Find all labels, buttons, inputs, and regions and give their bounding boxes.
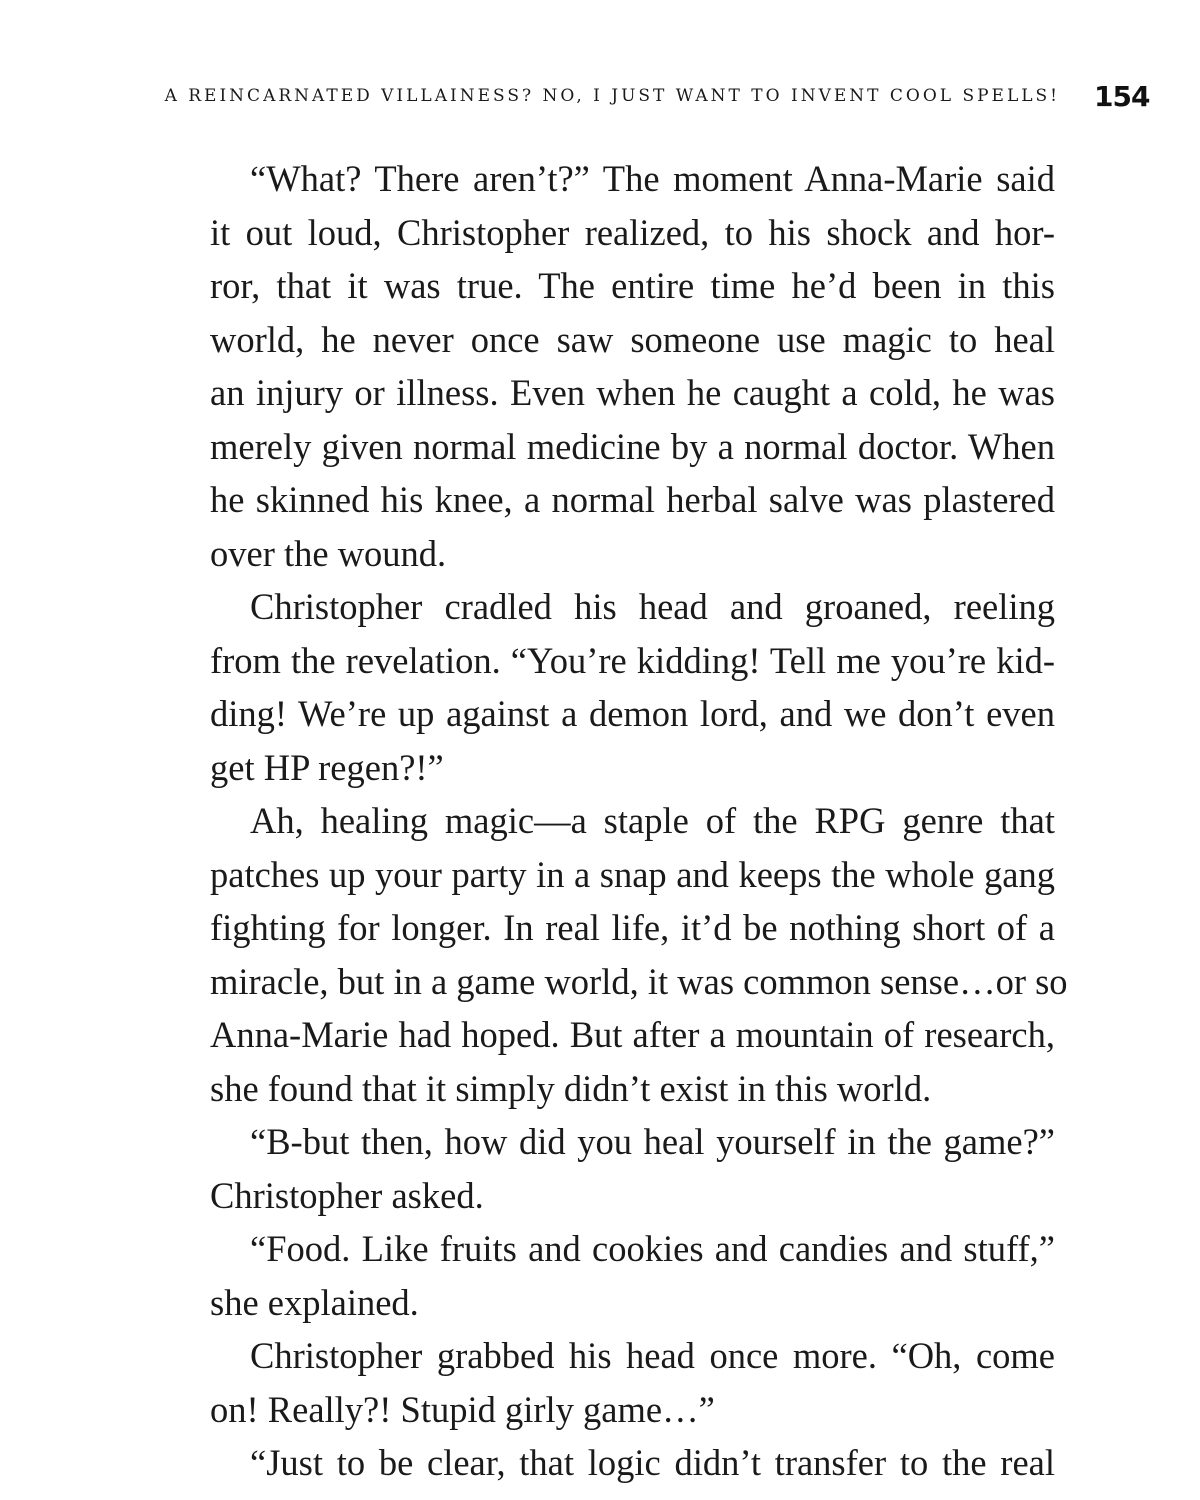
text-line: it out loud, Christopher realized, to his shock and hor- — [210, 211, 1055, 253]
page-number: 154 — [1094, 80, 1150, 113]
text-line: an injury or illness. Even when he caught a cold, he was — [210, 372, 1055, 413]
text-line: “Just to be clear, that logic didn’t transfer to the real — [250, 1442, 1055, 1483]
text-line: world, he never once saw someone use magic to heal — [210, 318, 1055, 360]
text-line: Anna-Marie had hoped. But after a mountain of research, — [210, 1014, 1055, 1055]
text-line: Ah, healing magic—a staple of the RPG genre that — [250, 800, 1055, 841]
body-text — [210, 152, 1068, 1490]
text-line: Christopher cradled his head and groaned, reeling — [250, 586, 1055, 627]
text-line: ding! We’re up against a demon lord, and we don’t even — [210, 693, 1055, 734]
text-line: “Food. Like fruits and cookies and candies and stuff,” — [250, 1228, 1055, 1269]
text-line: she explained. — [210, 1281, 419, 1323]
text-line: “What? There aren’t?” The moment Anna-Marie said — [250, 158, 1055, 199]
text-line: he skinned his knee, a normal herbal salve was plastered — [210, 479, 1055, 520]
text-line: patches up your party in a snap and keeps the whole gang — [210, 853, 1055, 895]
running-header-title: A REINCARNATED VILLAINESS? NO, I JUST WANT TO INVENT COOL SPELLS! — [164, 86, 1060, 106]
text-line: from the revelation. “You’re kidding! Tell me you’re kid- — [210, 639, 1055, 681]
text-line: get HP regen?!” — [210, 746, 444, 788]
text-line: on! Really?! Stupid girly game…” — [210, 1388, 715, 1430]
text-line: ror, that it was true. The entire time he’d been in this — [210, 265, 1055, 306]
text-line: “B-but then, how did you heal yourself in the game?” — [250, 1121, 1055, 1162]
text-line: fighting for longer. In real life, it’d be nothing short of a — [210, 907, 1055, 948]
text-line: she found that it simply didn’t exist in this world. — [210, 1067, 932, 1109]
text-line: over the wound. — [210, 532, 447, 574]
text-line: Christopher asked. — [210, 1174, 484, 1216]
text-line: merely given normal medicine by a normal doctor. When — [210, 425, 1055, 467]
text-line: miracle, but in a game world, it was common sense…or so — [210, 960, 1068, 1002]
text-line: Christopher grabbed his head once more. “Oh, come — [250, 1335, 1055, 1376]
